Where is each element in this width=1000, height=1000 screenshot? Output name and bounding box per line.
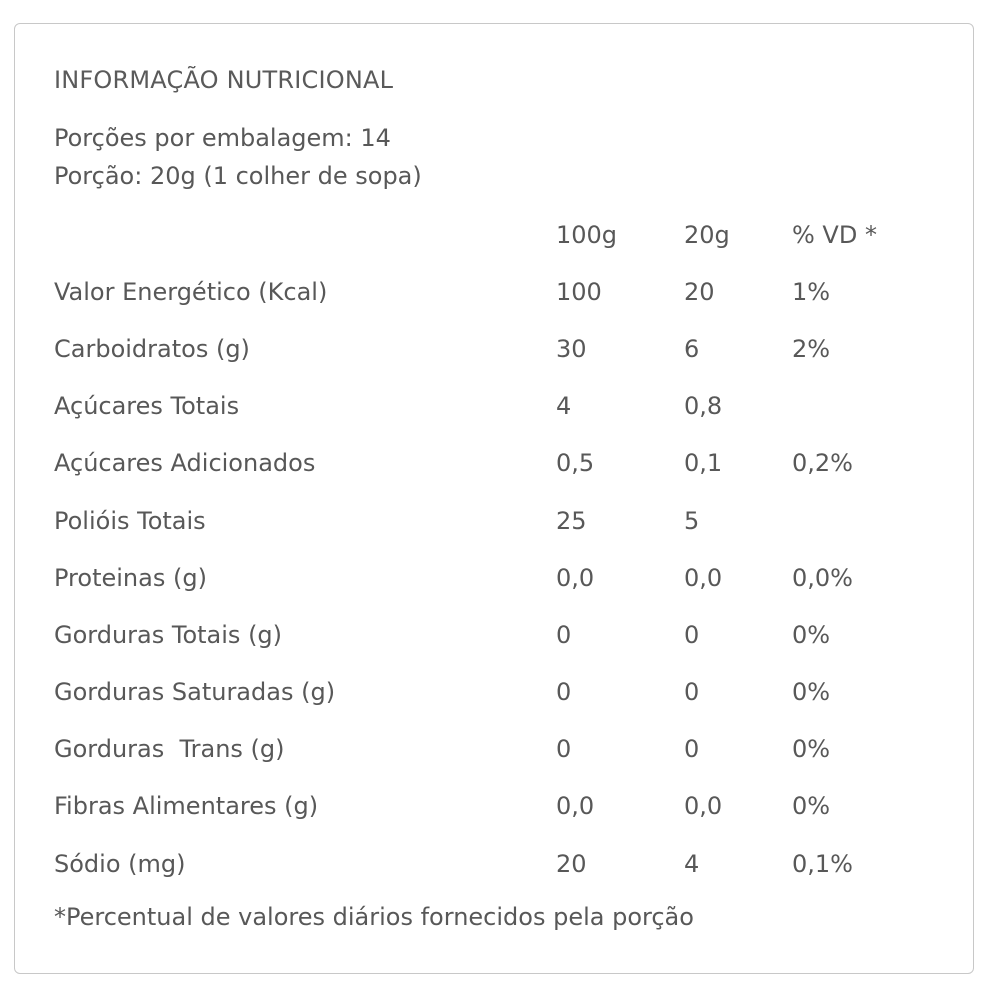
value-per-20g: 20 [684,277,715,306]
table-row [54,320,934,377]
table-row [54,778,934,835]
daily-value-percent: 0% [792,792,831,821]
daily-value-percent: 0% [792,678,831,707]
header-daily-value: % VD * [792,220,877,249]
daily-value-percent: 0% [792,735,831,764]
serving-size: Porção: 20g (1 colher de sopa) [54,162,422,190]
nutrient-name: Polióis Totais [54,506,206,535]
daily-value-percent: 0,0% [792,563,853,592]
daily-value-percent: 0,1% [792,849,853,878]
value-per-100g: 4 [556,392,572,421]
table-row [54,835,934,892]
value-per-100g: 0 [556,620,572,649]
value-per-100g: 30 [556,334,587,363]
value-per-20g: 0,0 [684,792,723,821]
value-per-100g: 0,0 [556,792,595,821]
table-row [54,492,934,549]
nutrition-title: INFORMAÇÃO NUTRICIONAL [54,66,394,94]
nutrient-name: Gorduras Trans (g) [54,735,285,764]
table-row [54,435,934,492]
value-per-20g: 6 [684,334,700,363]
table-header-row [54,206,934,263]
value-per-100g: 20 [556,849,587,878]
servings-per-package: Porções por embalagem: 14 [54,124,391,152]
daily-value-footnote: *Percentual de valores diários fornecidos pela porção [54,903,694,931]
value-per-100g: 100 [556,277,602,306]
table-row [54,378,934,435]
daily-value-percent: 0% [792,620,831,649]
value-per-100g: 0,5 [556,449,595,478]
nutrition-table [54,206,934,892]
value-per-20g: 0,1 [684,449,723,478]
header-per-100g: 100g [556,220,618,249]
header-per-20g: 20g [684,220,730,249]
daily-value-percent [792,492,934,549]
daily-value-percent: 2% [792,334,831,363]
table-row [54,549,934,606]
table-row [54,721,934,778]
value-per-100g: 0 [556,735,572,764]
value-per-20g: 0 [684,678,700,707]
value-per-100g: 0 [556,678,572,707]
value-per-100g: 25 [556,506,587,535]
daily-value-percent: 0,2% [792,449,853,478]
value-per-20g: 0,8 [684,392,723,421]
nutrient-name: Valor Energético (Kcal) [54,277,328,306]
header-nutrient [54,206,556,263]
table-row [54,664,934,721]
nutrient-name: Açúcares Adicionados [54,449,316,478]
nutrient-name: Proteinas (g) [54,563,207,592]
value-per-20g: 0 [684,620,700,649]
table-row [54,606,934,663]
value-per-20g: 0,0 [684,563,723,592]
nutrient-name: Sódio (mg) [54,849,186,878]
daily-value-percent: 1% [792,277,831,306]
value-per-20g: 4 [684,849,700,878]
nutrient-name: Carboidratos (g) [54,334,250,363]
value-per-100g: 0,0 [556,563,595,592]
value-per-20g: 0 [684,735,700,764]
nutrient-name: Fibras Alimentares (g) [54,792,319,821]
nutrient-name: Gorduras Totais (g) [54,620,283,649]
value-per-20g: 5 [684,506,700,535]
daily-value-percent [792,378,934,435]
nutrient-name: Açúcares Totais [54,392,240,421]
table-row [54,263,934,320]
nutrient-name: Gorduras Saturadas (g) [54,678,336,707]
